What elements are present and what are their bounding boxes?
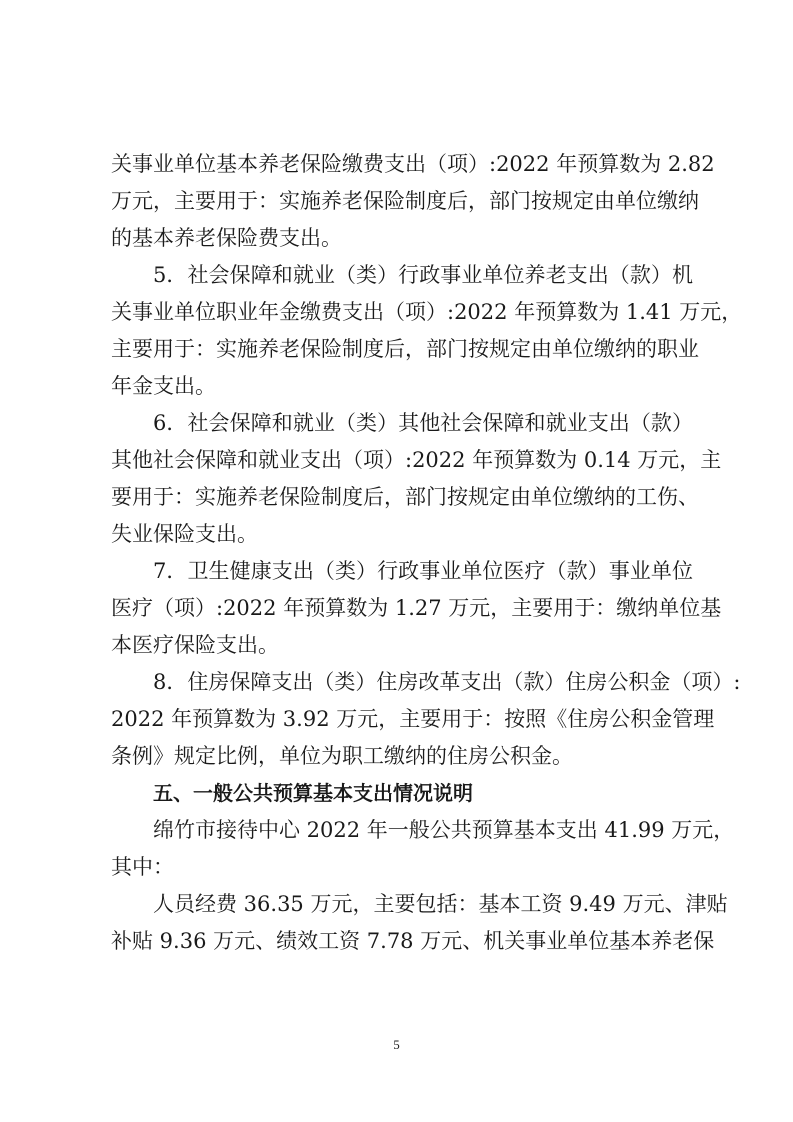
paragraph-line: 年金支出。 [111, 374, 216, 398]
paragraph-line: 主要用于：实施养老保险制度后，部门按规定由单位缴纳的职业 [111, 337, 699, 361]
paragraph-line: 6．社会保障和就业（类）其他社会保障和就业支出（款） [153, 411, 693, 435]
paragraph-line: 人员经费 36.35 万元，主要包括：基本工资 9.49 万元、津贴 [153, 892, 728, 916]
paragraph-line: 其中： [111, 855, 174, 879]
paragraph-line: 的基本养老保险费支出。 [111, 226, 342, 250]
paragraph-line: 失业保险支出。 [111, 522, 258, 546]
paragraph-line: 其他社会保障和就业支出（项）:2022 年预算数为 0.14 万元，主 [111, 448, 722, 472]
section-heading: 五、一般公共预算基本支出情况说明 [153, 781, 473, 805]
paragraph-line: 本医疗保险支出。 [111, 633, 279, 657]
paragraph-line: 绵竹市接待中心 2022 年一般公共预算基本支出 41.99 万元， [153, 818, 735, 842]
paragraph-line: 关事业单位职业年金缴费支出（项）:2022 年预算数为 1.41 万元， [111, 300, 743, 324]
paragraph-line: 补贴 9.36 万元、绩效工资 7.78 万元、机关事业单位基本养老保 [111, 929, 715, 953]
paragraph-line: 医疗（项）:2022 年预算数为 1.27 万元，主要用于：缴纳单位基 [111, 596, 722, 620]
paragraph-line: 关事业单位基本养老保险缴费支出（项）:2022 年预算数为 2.82 [111, 152, 715, 176]
paragraph-line: 要用于：实施养老保险制度后，部门按规定由单位缴纳的工伤、 [111, 485, 699, 509]
paragraph-line: 5．社会保障和就业（类）行政事业单位养老支出（款）机 [153, 263, 693, 287]
paragraph-line: 条例》规定比例，单位为职工缴纳的住房公积金。 [111, 744, 573, 768]
paragraph-line: 万元，主要用于：实施养老保险制度后，部门按规定由单位缴纳 [111, 189, 699, 213]
paragraph-line: 2022 年预算数为 3.92 万元，主要用于：按照《住房公积金管理 [111, 707, 715, 731]
page-number: 5 [393, 1037, 400, 1052]
paragraph-line: 8．住房保障支出（类）住房改革支出（款）住房公积金（项）: [153, 670, 741, 694]
paragraph-line: 7．卫生健康支出（类）行政事业单位医疗（款）事业单位 [153, 559, 693, 583]
body-text [111, 146, 743, 960]
